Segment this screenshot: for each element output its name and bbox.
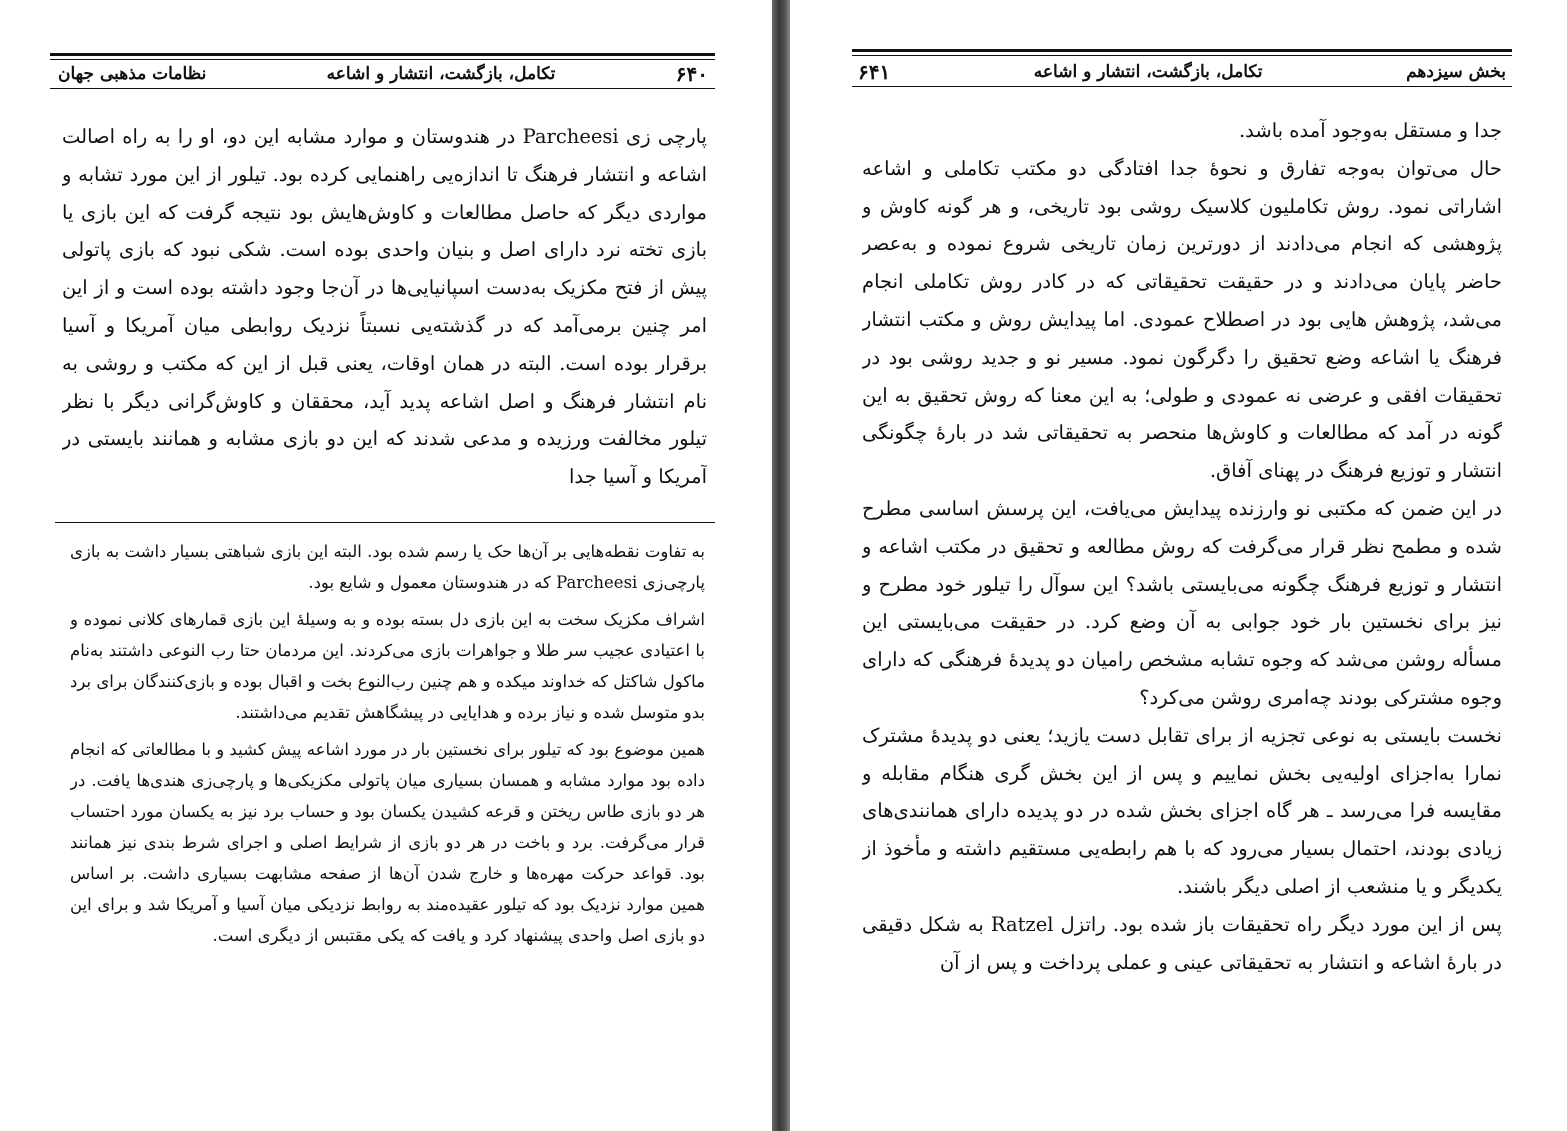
main-paragraph: نخست بایستی به نوعی تجزیه از برای تقابل دست یازید؛ یعنی دو پدیدهٔ مشترک نمارا به‌اجزای اولیه‌یی بخش نماییم و پس از این بخش گری هنگام مقابله و مقایسه فرا می‌رسد ـ هر گاه اجزای بخش شده در دو پدیده دارای همانندی‌های زیادی بودند، احتمال بسیار می‌رود که با هم رابطه‌یی مستقیم داشته و مأخوذ از یکدیگر و یا منشعب از اصلی دیگر باشند.	[862, 723, 1502, 898]
page-number: ۶۴۰	[675, 62, 708, 86]
footnote-separator	[55, 522, 715, 523]
main-paragraph: در این ضمن که مکتبی نو وارزنده پیدایش می‌یافت، این پرسش اساسی مطرح شده و مطمح نظر قرار می‌گرفت که روش مطالعه و تحقیق در مکتب اشاعه و انتشار و توزیع فرهنگ چگونه می‌بایستی باشد؟ این سوآل را تیلور خود مطرح و نیز برای نخستین بار خود جوابی به آن وضع کرد. در حقیقت می‌بایستی این مسأله روشن می‌شد که وجوه تشابه مشخص رامیان دو پدیدهٔ فرهنگی که دارای وجوه مشترکی بودند چه‌امری روشن می‌کرد؟	[862, 496, 1502, 709]
left-main-text	[62, 118, 707, 518]
left-footnotes	[70, 536, 705, 1126]
header-rule-thin	[50, 59, 715, 60]
header-rule-top	[50, 53, 715, 56]
book-gutter	[772, 0, 790, 1131]
footnote: همین موضوع بود که تیلور برای نخستین بار در مورد اشاعه پیش کشید و با مطالعاتی که انجام داده بود موارد مشابه و همسان بسیاری میان پاتولی مکزیکی‌ها و پارچی‌زی هندی‌ها یافت. در هر دو بازی طاس ریختن و قرعه کشیدن یکسان بود و حساب برد نیز به یکسان مورد احتساب قرار می‌گرفت. برد و باخت در هر دو بازی از شرایط اصلی و اجرای شرط بندی نیز همانند بود. قواعد حرکت مهره‌ها و خارج شدن آن‌ها از صفحه مشابهت بسیاری داشت. بر اساس همین موارد نزدیک بود که تیلور عقیده‌مند به روابط نزدیکی میان آسیا و آمریکا شد و برای این دو بازی اصل واحدی پیشنهاد کرد و یافت که یکی مقتبس از دیگری است.	[70, 740, 705, 945]
page-number: ۶۴۱	[858, 60, 891, 84]
chapter-title: تکامل، بازگشت، انتشار و اشاعه	[326, 64, 556, 84]
footnote: به تفاوت نقطه‌هایی بر آن‌ها حک یا رسم شده بود. البته این بازی شباهتی بسیار داشت به بازی پارچی‌زی Parcheesi که در هندوستان معمول و شایع بود.	[70, 542, 705, 592]
right-page	[790, 0, 1567, 1131]
header-rule-top	[852, 49, 1512, 52]
header-rule-bottom	[852, 86, 1512, 87]
right-main-text	[862, 112, 1502, 1122]
right-page-header	[858, 59, 1506, 85]
main-paragraph: پارچی زی Parcheesi در هندوستان و موارد مشابه این دو، او را به راه اصالت اشاعه و انتشار فرهنگ تا اندازه‌یی راهنمایی کرده بود. تیلور از این مورد تشابه و مواردی دیگر که حاصل مطالعات و کاوش‌هایش بود نتیجه گرفت که این بازی یا بازی تخته نرد دارای اصل و بنیان واحدی بوده است. شکی نبود که بازی پاتولی پیش از فتح مکزیک به‌دست اسپانیایی‌ها در آن‌جا وجود داشته بوده است و از این امر چنین برمی‌آمد که در گذشته‌یی نسبتاً نزدیک روابطی میان آمریکا و آسیا برقرار بوده است. البته در همان اوقات، یعنی قبل از این که مکتب و روشی به نام انتشار فرهنگ و اصل اشاعه پدید آید، محققان و کاوش‌گرانی دیگر با نظر تیلور مخالفت ورزیده و مدعی شدند که این دو بازی مشابه و همانند بایستی در آمریکا و آسیا جدا	[62, 125, 707, 489]
main-paragraph: حال می‌توان به‌وجه تفارق و نحوهٔ جدا افتادگی دو مکتب تکاملی و اشاعه اشاراتی نمود. روش تکاملیون کلاسیک روشی بود تاریخی، و هر گونه کاوش و پژوهشی که انجام می‌دادند از دورترین زمان تاریخی شروع نموده و به‌عصر حاضر پایان می‌دادند و در حقیقت تحقیقاتی که در کادر روش تکاملی انجام می‌شد، پژوهش هایی بود در اصطلاح عمودی. اما پیدایش روش و مکتب انتشار فرهنگ یا اشاعه وضع تحقیق را دگرگون نمود. مسیر نو و جدید روشی بود در تحقیقات افقی و عرضی نه عمودی و طولی؛ به این معنا که روش تحقیق به این گونه در آمد که مطالعات و کاوش‌ها منحصر به تحقیقاتی شد در بارهٔ چگونگی انتشار و توزیع فرهنگ در پهنای آفاق.	[862, 156, 1502, 483]
footnote: اشراف مکزیک سخت به این بازی دل بسته بوده و به وسیلهٔ این بازی قمارهای کلانی نموده و با اعتیادی عجیب سر طلا و جواهرات بازی می‌کردند. این مردمان حتا رب النوعی داشتند به‌نام ماکول شاکتل که خداوند میکده و هم چنین رب‌النوع بخت و اقبال بوده و بازی‌کنندگان برای برد بدو متوسل شده و نیاز برده و هدایایی در پیشگاهش تقدیم می‌داشتند.	[70, 610, 705, 722]
section-title: بخش سیزدهم	[1406, 62, 1506, 82]
main-paragraph: پس از این مورد دیگر راه تحقیقات باز شده بود. راتزل Ratzel به شکل دقیقی در بارهٔ اشاعه و انتشار به تحقیقاتی عینی و عملی پرداخت و پس از آن	[862, 912, 1502, 974]
header-rule-thin	[852, 55, 1512, 56]
chapter-title: تکامل، بازگشت، انتشار و اشاعه	[1033, 62, 1263, 82]
book-title: نظامات مذهبی جهان	[58, 64, 207, 84]
header-rule-bottom	[50, 88, 715, 89]
left-page-header	[58, 61, 708, 87]
main-paragraph: جدا و مستقل به‌وجود آمده باشد.	[1238, 119, 1502, 142]
left-page	[0, 0, 772, 1131]
